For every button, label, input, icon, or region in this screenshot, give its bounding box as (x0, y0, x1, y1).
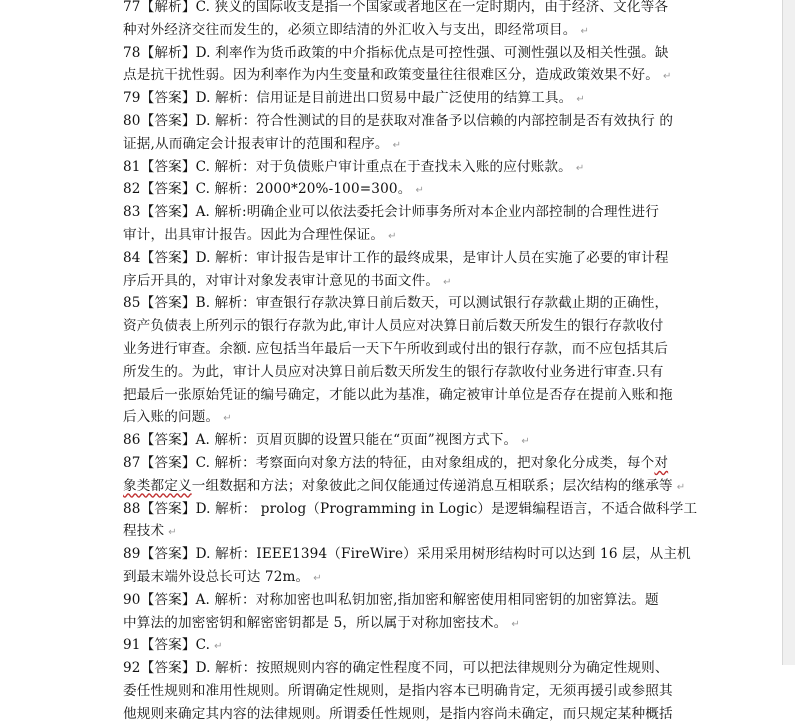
line-text: 所发生的。为此，审计人员应对决算日前后数天所发生的银行存款收付业务进行审查.只有 (123, 363, 664, 380)
line-text: 84【答案】D. 解析：审计报告是审计工作的最终成果，是审计人员在实施了必要的审计程 (123, 249, 669, 266)
paragraph-mark-icon: ↵ (388, 230, 397, 242)
line-text: 种对外经济交往而发生的，必须立即结清的外汇收入与支出，即经常项目。 (123, 21, 577, 38)
line-text: 81【答案】C. 解析：对于负债账户审计重点在于查找未入账的应付账款。 (123, 158, 572, 175)
paragraph-mark-icon: ↵ (415, 185, 424, 197)
line-text: 把最后一张原始凭证的编号确定，才能以此为基准，确定被审计单位是否存在提前入账和拖 (123, 386, 673, 403)
line-text: 中算法的加密密钥和解密密钥都是 5，所以属于对称加密技术。 (123, 614, 508, 631)
paragraph-mark-icon: ↵ (663, 71, 672, 83)
document-line (123, 384, 683, 407)
line-text: 程技术 (123, 523, 165, 540)
document-line (123, 338, 683, 361)
line-text: 78【解析】D. 利率作为货币政策的中介指标优点是可控性强、可测性强以及相关性强。缺 (123, 44, 669, 61)
line-text: 86【答案】A. 解析：页眉页脚的设置只能在“页面”视图方式下。 (123, 432, 518, 449)
line-text: 一组数据和方法；对象彼此之间仅能通过传递消息互相联系；层次结构的继承等 (191, 477, 673, 494)
document-line (123, 680, 683, 703)
paragraph-mark-icon: ↵ (443, 276, 452, 288)
document-line (123, 64, 683, 87)
paragraph-mark-icon: ↵ (521, 436, 530, 448)
spellcheck-underline: 对 (654, 454, 669, 471)
line-text: 91【答案】C. (123, 637, 211, 654)
paragraph-mark-icon: ↵ (676, 481, 686, 493)
document-line (123, 566, 683, 589)
vertical-scrollbar[interactable] (782, 0, 795, 665)
document-line (123, 133, 683, 156)
paragraph-mark-icon: ↵ (223, 413, 232, 425)
document-body[interactable] (123, 0, 698, 726)
line-text: 92【答案】D. 解析：按照规则内容的确定性程度不同，可以把法律规则分为确定性规则、 (123, 660, 669, 677)
line-text: 审计，出具审计报告。因此为合理性保证。 (123, 226, 385, 243)
document-line (123, 201, 683, 224)
document-line (123, 589, 683, 612)
line-text: 79【答案】D. 解析：信用证是目前进出口贸易中最广泛使用的结算工具。 (123, 90, 573, 107)
document-line (123, 703, 683, 726)
document-line (123, 657, 683, 680)
document-line (123, 42, 683, 65)
line-text: 委任性规则和准用性规则。所谓确定性规则，是指内容本已明确肯定，无须再援引或参照其 (123, 682, 673, 699)
document-line (123, 406, 683, 429)
document-line (123, 178, 683, 201)
document-line (123, 498, 698, 521)
line-text: 82【答案】C. 解析：2000*20%-100=300。 (123, 181, 412, 198)
line-text: 业务进行审查。余额. 应包括当年最后一天下午所收到或付出的银行存款，而不应包括其后 (123, 340, 668, 357)
line-text: 点是抗干扰性弱。因为利率作为内生变量和政策变量往往很难区分，造成政策效果不好。 (123, 67, 660, 84)
line-text: 85【答案】B. 解析：审查银行存款决算日前后数天，可以测试银行存款截止期的正确性， (123, 295, 669, 312)
document-line (123, 452, 683, 475)
document-line (123, 634, 683, 657)
document-line (123, 475, 686, 498)
document-line (123, 543, 691, 566)
document-line (123, 224, 683, 247)
line-text: 90【答案】A. 解析：对称加密也叫私钥加密,指加密和解密使用相同密钥的加密算法。题 (123, 591, 659, 608)
spellcheck-underline: 象类都定义 (123, 477, 192, 494)
line-text: 到最末端外设总长可达 72m。 (123, 568, 310, 585)
line-text: 80【答案】D. 解析：符合性测试的目的是获取对准备予以信赖的内部控制是否有效执行 的 (123, 112, 674, 129)
document-line (123, 87, 683, 110)
line-text: 89【答案】D. 解析：IEEE1394（FireWire）采用采用树形结构时可以达到 16 层，从主机 (123, 546, 691, 563)
paragraph-mark-icon: ↵ (580, 25, 590, 37)
line-text: 后入账的问题。 (123, 409, 220, 426)
line-text: 序后开具的，对审计对象发表审计意见的书面文件。 (123, 272, 440, 289)
paragraph-mark-icon: ↵ (313, 572, 322, 584)
line-text: 他规则来确定其内容的法律规则。所谓委任性规则，是指内容尚未确定，而只规定某种概括 (123, 705, 673, 722)
document-line (123, 315, 683, 338)
document-line (123, 156, 683, 179)
line-text: 88【答案】D. 解析： prolog（Programming in Logic）是逻辑编程语言，不适合做科学工 (123, 500, 698, 517)
document-line (123, 0, 683, 19)
paragraph-mark-icon: ↵ (511, 618, 520, 630)
paragraph-mark-icon: ↵ (576, 94, 585, 106)
document-line (123, 247, 683, 270)
document-line (123, 270, 683, 293)
line-text: 资产负债表上所列示的银行存款为此,审计人员应对决算日前后数天所发生的银行存款收付 (123, 318, 664, 335)
line-text: 证据,从而确定会计报表审计的范围和程序。 (123, 135, 389, 152)
paragraph-mark-icon: ↵ (392, 139, 402, 151)
document-line (123, 361, 683, 384)
line-text: 77【解析】C. 狭义的国际收支是指一个国家或者地区在一定时期内，由于经济、文化等各 (123, 0, 669, 15)
document-line (123, 110, 683, 133)
document-line (123, 612, 683, 635)
paragraph-mark-icon: ↵ (575, 162, 585, 174)
paragraph-mark-icon: ↵ (214, 641, 223, 653)
document-line (123, 520, 683, 543)
document-line (123, 429, 683, 452)
line-text: 83【答案】A. 解析:明确企业可以依法委托会计师事务所对本企业内部控制的合理性进行 (123, 204, 660, 221)
paragraph-mark-icon: ↵ (168, 527, 177, 539)
document-line (123, 292, 683, 315)
document-line (123, 19, 683, 42)
line-text: 87【答案】C. 解析：考察面向对象方法的特征，由对象组成的，把对象化分成类，每个 (123, 454, 655, 471)
